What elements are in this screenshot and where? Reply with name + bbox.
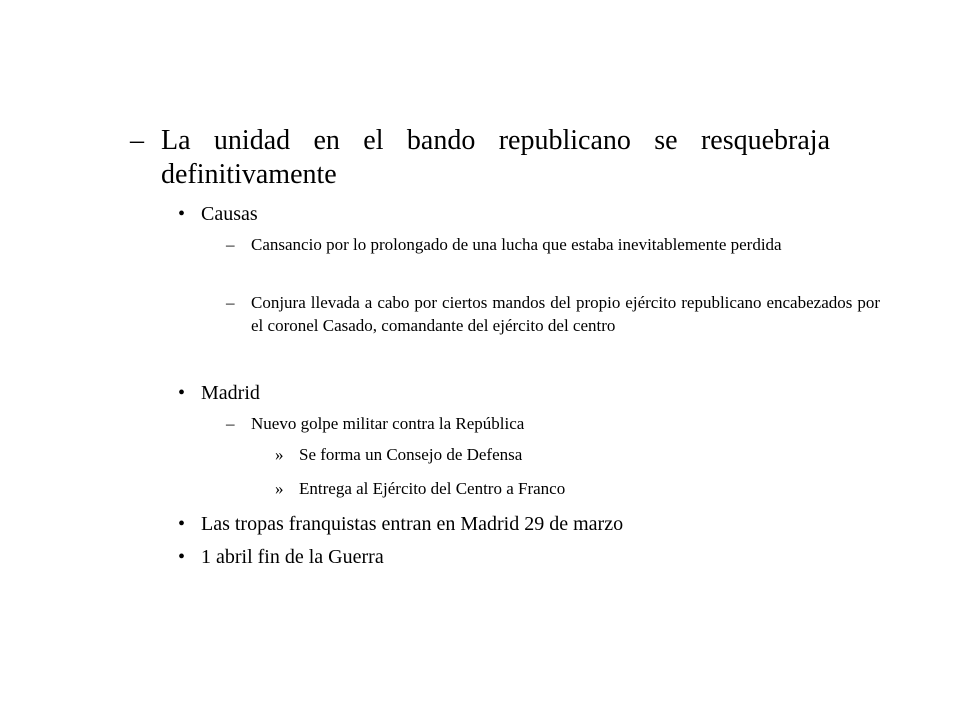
subsubitem-consejo	[275, 443, 875, 466]
bullet-text: Madrid	[201, 382, 260, 404]
subitem-nuevo-golpe	[226, 412, 880, 435]
subsubitem-entrega	[275, 477, 875, 500]
bullet-madrid	[178, 380, 878, 406]
bullet-marker: •	[178, 546, 186, 568]
bullet-fin-guerra	[178, 544, 878, 570]
bullet-text: 1 abril fin de la Guerra	[201, 546, 384, 568]
bullet-marker: •	[178, 513, 186, 535]
subitem-cansancio	[226, 233, 880, 256]
dash-marker: –	[130, 125, 144, 156]
dash-marker: –	[226, 235, 235, 254]
subsubitem-text: Se forma un Consejo de Defensa	[299, 445, 523, 464]
slide-heading	[130, 124, 830, 192]
bullet-marker: •	[178, 382, 186, 404]
subsubitem-text: Entrega al Ejército del Centro a Franco	[299, 479, 566, 498]
subitem-text: Nuevo golpe militar contra la República	[251, 414, 525, 433]
guillemet-marker: »	[275, 445, 284, 464]
bullet-text: Causas	[201, 203, 258, 225]
heading-text: La unidad en el bando republicano se resquebraja definitivamente	[161, 125, 830, 190]
subitem-text: Cansancio por lo prolongado de una lucha que estaba inevitablemente perdida	[251, 235, 782, 254]
bullet-tropas	[178, 511, 878, 537]
bullet-marker: •	[178, 203, 186, 225]
dash-marker: –	[226, 414, 235, 433]
bullet-causas	[178, 201, 878, 227]
bullet-text: Las tropas franquistas entran en Madrid 29 de marzo	[201, 513, 624, 535]
subitem-text: Conjura llevada a cabo por ciertos mandos del propio ejército republicano encabezados por el coronel Casado, comandante del ejército del centro	[251, 293, 880, 335]
guillemet-marker: »	[275, 479, 284, 498]
subitem-conjura	[226, 291, 880, 337]
dash-marker: –	[226, 293, 235, 312]
